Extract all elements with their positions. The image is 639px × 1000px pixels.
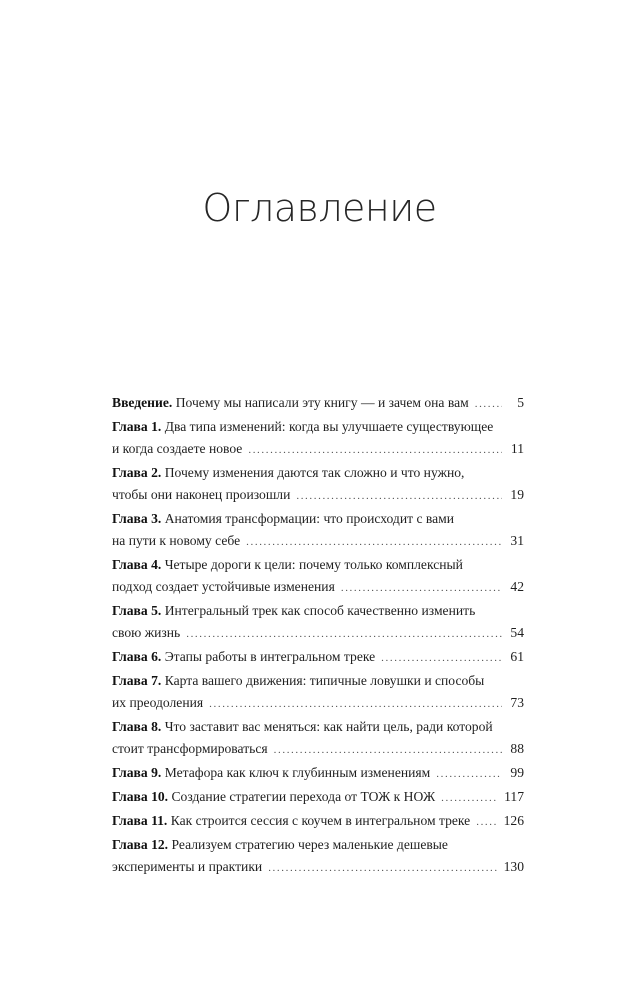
toc-entry-page: 130 — [503, 859, 524, 874]
leader-dots — [274, 739, 502, 760]
toc-entry-label: Глава 5. — [112, 603, 162, 618]
toc-entry-page: 42 — [510, 579, 524, 594]
toc-entry-page: 126 — [503, 813, 524, 828]
table-of-contents — [112, 392, 524, 880]
toc-entry-page: 5 — [517, 395, 524, 410]
toc-entry-title-continued: подход создает устойчивые изменения — [112, 579, 335, 594]
toc-entry[interactable] — [112, 762, 524, 784]
toc-entry-label: Глава 12. — [112, 837, 169, 852]
leader-dots — [248, 439, 502, 460]
toc-entry-page: 88 — [510, 741, 524, 756]
toc-entry-page: 54 — [510, 625, 524, 640]
toc-entry[interactable] — [112, 716, 524, 760]
toc-entry-label: Глава 10. — [112, 789, 169, 804]
toc-entry-title-continued: эксперименты и практики — [112, 859, 263, 874]
leader-dots — [441, 787, 498, 808]
toc-entry-page: 117 — [504, 789, 524, 804]
leader-dots — [381, 647, 502, 668]
toc-entry-page: 73 — [510, 695, 524, 710]
leader-dots — [436, 763, 502, 784]
toc-entry-label: Глава 3. — [112, 511, 162, 526]
toc-entry-title: Почему мы написали эту книгу — и зачем она вам — [175, 395, 469, 410]
toc-entry-page: 61 — [510, 649, 524, 664]
leader-dots — [341, 577, 502, 598]
toc-entry[interactable] — [112, 508, 524, 552]
toc-entry-title: Анатомия трансформации: что происходит с вами — [164, 511, 455, 526]
toc-entry-page: 19 — [510, 487, 524, 502]
toc-entry[interactable] — [112, 834, 524, 878]
toc-entry-title-continued: чтобы они наконец произошли — [112, 487, 291, 502]
page-title: Оглавление — [202, 186, 437, 230]
toc-entry-page: 11 — [510, 441, 524, 456]
toc-entry-title: Четыре дороги к цели: почему только комплексный — [164, 557, 463, 572]
toc-entry[interactable] — [112, 810, 524, 832]
toc-entry-label: Глава 2. — [112, 465, 162, 480]
toc-entry-title-continued: на пути к новому себе — [112, 533, 241, 548]
toc-entry[interactable] — [112, 462, 524, 506]
toc-entry-label: Глава 6. — [112, 649, 162, 664]
toc-entry-title: Метафора как ключ к глубинным изменениям — [164, 765, 431, 780]
toc-entry-title: Этапы работы в интегральном треке — [164, 649, 376, 664]
leader-dots — [246, 531, 502, 552]
toc-entry-title: Что заставит вас меняться: как найти цель, ради которой — [164, 719, 493, 734]
toc-entry-title: Интегральный трек как способ качественно изменить — [164, 603, 476, 618]
toc-entry-label: Глава 9. — [112, 765, 162, 780]
toc-entry[interactable] — [112, 786, 524, 808]
toc-entry-page: 31 — [510, 533, 524, 548]
toc-entry[interactable] — [112, 392, 524, 414]
toc-entry-title-continued: стоит трансформироваться — [112, 741, 268, 756]
toc-entry-title: Реализуем стратегию через маленькие дешевые — [171, 837, 448, 852]
toc-entry-label: Глава 4. — [112, 557, 162, 572]
toc-entry-title: Карта вашего движения: типичные ловушки и способы — [164, 673, 485, 688]
leader-dots — [186, 623, 502, 644]
toc-entry-title-continued: и когда создаете новое — [112, 441, 243, 456]
toc-entry-title-continued: их преодоления — [112, 695, 204, 710]
toc-entry-page: 99 — [510, 765, 524, 780]
leader-dots — [209, 693, 502, 714]
toc-entry[interactable] — [112, 416, 524, 460]
leader-dots — [475, 393, 502, 414]
toc-entry[interactable] — [112, 600, 524, 644]
toc-entry[interactable] — [112, 646, 524, 668]
leader-dots — [476, 811, 497, 832]
leader-dots — [296, 485, 502, 506]
toc-entry[interactable] — [112, 670, 524, 714]
toc-entry-label: Глава 1. — [112, 419, 162, 434]
leader-dots — [268, 857, 497, 878]
toc-entry-label: Введение. — [112, 395, 173, 410]
toc-entry-title-continued: свою жизнь — [112, 625, 181, 640]
toc-entry-label: Глава 11. — [112, 813, 168, 828]
toc-entry-title: Создание стратегии перехода от ТОЖ к НОЖ — [171, 789, 436, 804]
toc-entry-title: Два типа изменений: когда вы улучшаете существующее — [164, 419, 494, 434]
toc-entry-label: Глава 8. — [112, 719, 162, 734]
toc-entry-title: Почему изменения даются так сложно и что нужно, — [164, 465, 465, 480]
toc-entry-label: Глава 7. — [112, 673, 162, 688]
toc-entry-title: Как строится сессия с коучем в интегральном треке — [170, 813, 471, 828]
toc-entry[interactable] — [112, 554, 524, 598]
